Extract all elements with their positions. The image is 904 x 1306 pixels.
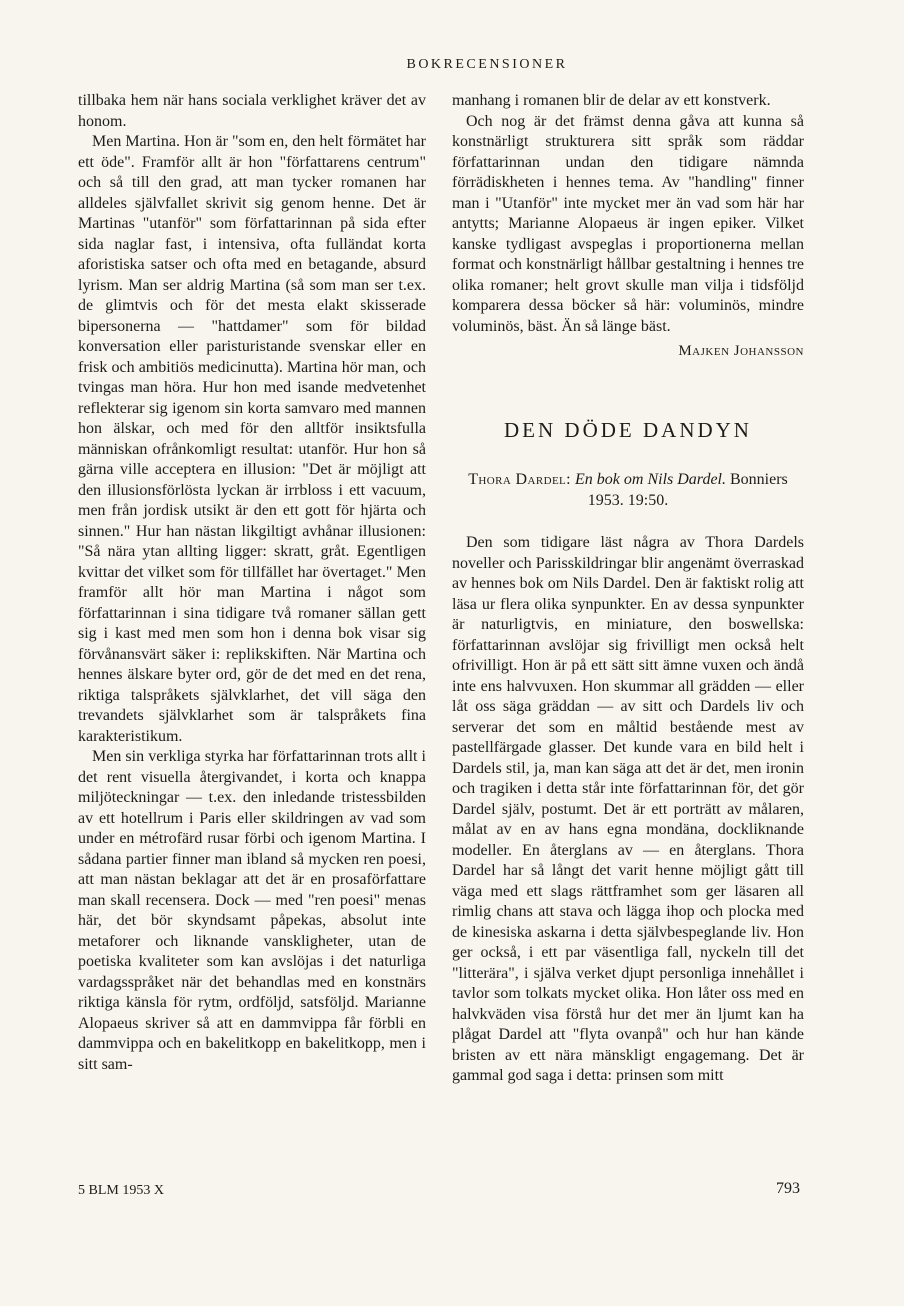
reviewer-signature: Majken Johansson (678, 343, 804, 359)
paragraph: Och nog är det främst denna gåva att kunna så konstnärligt strukturera sitt språk som räddar författarinnan undan den tidigare nämnda förrädiskheten i hennes tema. Av "handling" finner man i "Utanför" inte mycket mer än vad som här har antytts; Marianne Alopaeus är ingen epiker. Vilket kanske tydligast avspeglas i proportionerna mellan format och konstnärligt hållbar gestaltning i hennes tre olika romaner; helt grovt skulle man vilja i tidsföljd komparera dessa böcker så här: voluminös, mindre voluminös, bäst. Än så länge bäst. (452, 112, 804, 335)
book-publisher: Bonniers 1953. 19:50. (587, 471, 788, 509)
book-author: Thora Dardel: (468, 471, 572, 488)
paragraph: tillbaka hem när hans sociala verklighet kräver det av honom. (78, 92, 426, 130)
book-title: En bok om Nils Dardel. (575, 471, 726, 488)
right-column (452, 91, 804, 1087)
paragraph: Den som tidigare läst några av Thora Dardels noveller och Parisskildringar blir angenämt överraskad av hennes bok om Nils Dardel. Den är faktiskt rolig att läsa ur flera olika synpunkter. En av dessa synpunkter är naturligtvis, en miniature, den boswellska: författarinnan avslöjar sig frivilligt men också helt ofrivilligt. Hon är på ett sätt sitt ämne vuxen och ändå inte ens halvvuxen. Hon skummar all grädden — eller låt oss säga gräddan — av sitt och Dardels liv och serverar det som en måltid bestående mest av pastellfärgade glasser. Det kunde vara en bild helt i Dardels stil, ja, man kan säga att det är det, men ironin och tragiken i detta står inte författarinnan för, det gör Dardel själv, postumt. Det är ett porträtt av målaren, målat av en av hans egna mondäna, dockliknande modeller. En återglans av — en återglans. Thora Dardel har så långt det varit henne möjligt gått till väga med ett slags rättframhet som ger läsaren all rimlig chans att stava och lägga ihop och plocka med de kinesiska askarna i detta självbespeglande liv. Hon ger också, i ett par väsentliga fall, nyckeln till det "litterära", i själva verket djupt personliga innehållet i tavlor som tolkats mycket olika. Hon låter oss med en halvkväden visa förstå hur det mer än ljumt kan ha plågat Dardel att "flyta ovanpå" och hur han kände bristen av ett nära mänskligt engagemang. Det är gammal god saga i detta: prinsen som mitt (452, 534, 804, 1084)
paragraph: Men sin verkliga styrka har författarinnan trots allt i det rent visuella återgivandet, i korta och knappa miljöteckningar — t.ex. den inledande tristessbilden av ett hotellrum i Paris eller skildringen av vad som under en métrofärd rusar förbi och igenom Martina. I sådana partier finner man ibland så mycken ren poesi, att man nästan beklagar att det är en prosaförfattare man skall recensera. Dock — med "ren poesi" menas här, det bör skyndsamt påpekas, absolut inte metaforer och liknande vanskligheter, utan de poetiska kvaliteter som kan avslöjas i det naturliga vardagsspråket när det behandlas med en konstnärs riktiga känsla för rytm, ordföljd, satsföljd. Marianne Alopaeus skriver så att en dammvippa får förbli en dammvippa och en bakelitkopp en bakelitkopp, men i sitt sam- (78, 748, 426, 1073)
running-title: BOKRECENSIONER (406, 57, 568, 72)
signature-mark: 5 BLM 1953 X (78, 1183, 164, 1198)
review-title: DEN DÖDE DANDYN (504, 417, 752, 442)
book-reference (452, 470, 804, 511)
paragraph: Men Martina. Hon är "som en, den helt förmätet har ett öde". Framför allt är hon "författarens centrum" och så till den grad, att man tycker romanen har alldeles självfallet skrivit sig genom henne. Det är Martinas "utanför" som författarinnan på sida efter sida naglar fast, i intensiva, ofta fulländat korta aforistiska satser och ofta med en betagande, absurd lyrism. Man ser aldrig Martina (så som man ser t.ex. de glimtvis och för det mesta elakt skisserade bipersonerna — "hattdamer" som för bildad konversation eller paristuristande svenskar eller en frisk och ambitiös medicinutta). Martina hör man, och tvingas man höra. Hur hon med isande medvetenhet reflekterar sig igenom sin korta samvaro med mannen hon älskar, och med för den alltför insiktsfulla människan ofrånkomligt resultat: utanför. Hur hon så gärna ville acceptera en illusion: "Det är möjligt att den illusionsförlösta lyckan är irrbloss i ett vacuum, men från jordisk utsikt är den ett gott för hjärta och sinnen." Hur han nästan likgiltigt avhånar illusionen: "Så nära ytan allting ligger: skratt, gråt. Egentligen kvittar det vilket som för tillfället har övertaget." Men framför allt hör man Martina i något som författarinnan i sina tidigare två romaner sällan gett sig i kast med men som hon i denna bok visar sig förvånansvärt säker i: replikskiften. När Martina och hennes älskare byter ord, gör de det med en det rena, riktiga talspråkets självklarhet, det vill säga den trevandets självklarhet som är talspråkets fina karakteristikum. (78, 133, 426, 745)
left-column (78, 91, 426, 1075)
page-number: 793 (776, 1180, 800, 1197)
paragraph: manhang i romanen blir de delar av ett konstverk. (452, 92, 771, 109)
